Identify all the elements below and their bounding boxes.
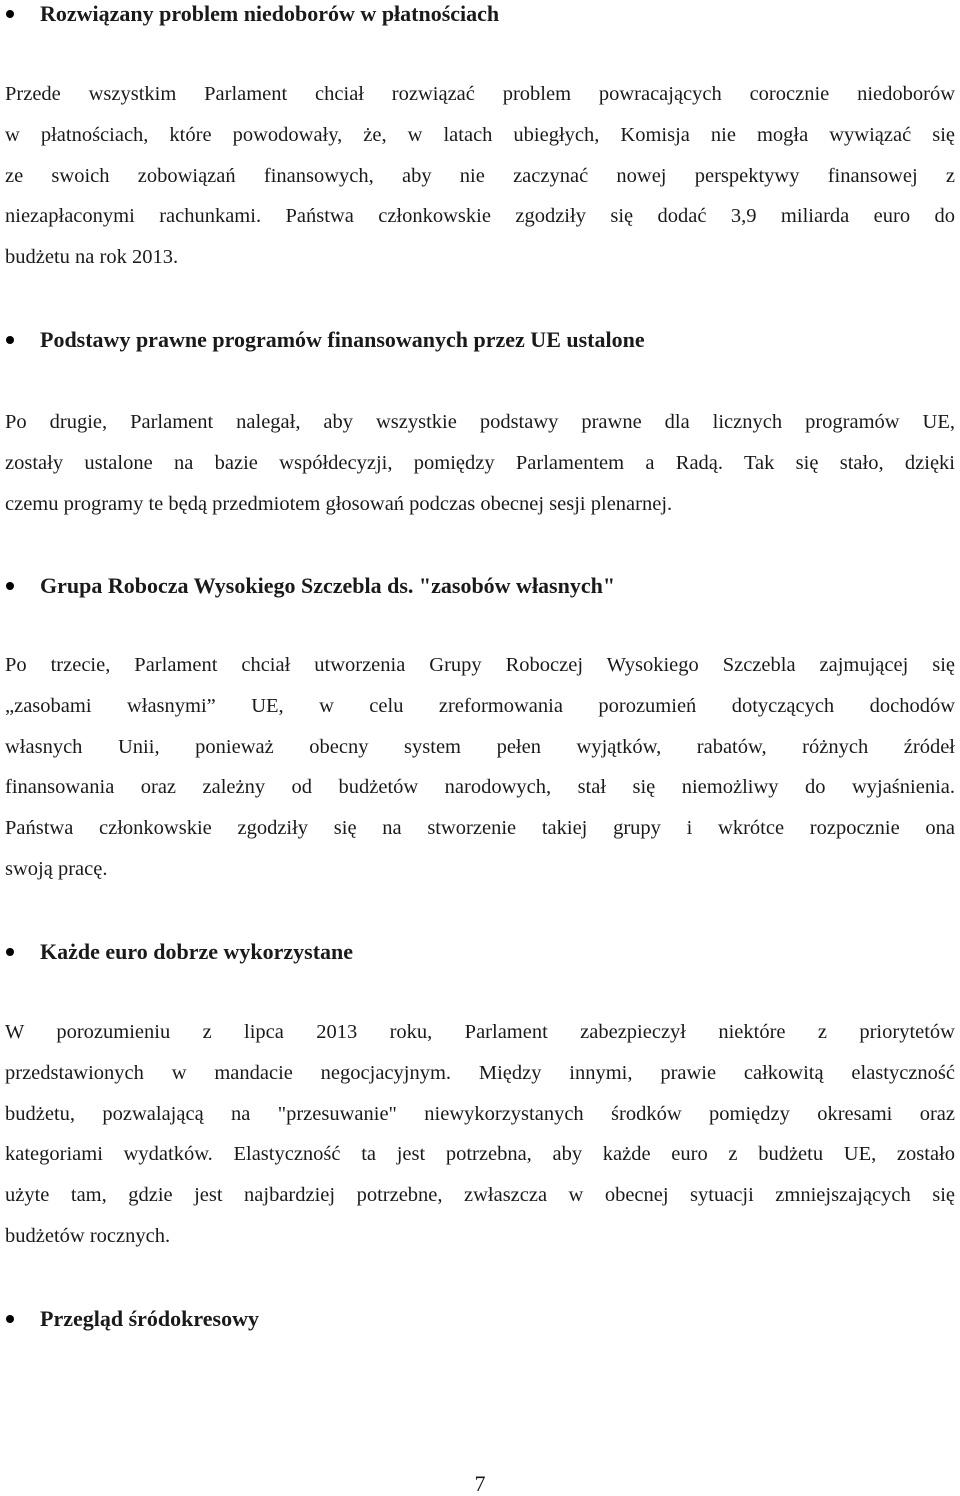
paragraph-line: kategoriami wydatków. Elastyczność ta jest potrzebna, aby każde euro z budżetu UE, zostało: [5, 1143, 955, 1166]
section-heading-text: Przegląd śródokresowy: [40, 1306, 259, 1331]
section-heading: [0, 1305, 950, 1333]
paragraph-line: swoją pracę.: [5, 857, 108, 880]
paragraph-line: zostały ustalone na bazie współdecyzji, pomiędzy Parlamentem a Radą. Tak się stało, dzięki: [5, 451, 955, 474]
paragraph-line: finansowania oraz zależny od budżetów narodowych, stał się niemożliwy do wyjaśnienia.: [5, 776, 955, 799]
paragraph-line: czemu programy te będą przedmiotem głosowań podczas obecnej sesji plenarnej.: [5, 492, 673, 515]
paragraph-line: budżetu, pozwalającą na "przesuwanie" niewykorzystanych środków pomiędzy okresami oraz: [5, 1102, 955, 1125]
section-heading-text: Grupa Robocza Wysokiego Szczebla ds. "zasobów własnych": [40, 573, 616, 598]
section-heading: [0, 326, 950, 354]
bullet-icon: [0, 1305, 40, 1333]
paragraph-line: „zasobami własnymi” UE, w celu zreformowania porozumień dotyczących dochodów: [5, 694, 955, 717]
paragraph-line: Państwa członkowskie zgodziły się na stworzenie takiej grupy i wkrótce rozpocznie ona: [5, 817, 955, 840]
section-paragraph: [5, 74, 955, 278]
bullet-icon: [0, 0, 40, 28]
paragraph-line: Po drugie, Parlament nalegał, aby wszystkie podstawy prawne dla licznych programów UE,: [5, 411, 955, 433]
paragraph-line: w płatnościach, które powodowały, że, w latach ubiegłych, Komisja nie mogła wywiązać się: [5, 123, 955, 146]
section-paragraph: [5, 1012, 955, 1257]
section-heading-text: Podstawy prawne programów finansowanych przez UE ustalone: [40, 327, 645, 352]
section-heading-text: Rozwiązany problem niedoborów w płatnościach: [40, 1, 500, 26]
section-heading: [0, 938, 950, 966]
section-paragraph: [5, 402, 955, 524]
paragraph-line: użyte tam, gdzie jest najbardziej potrzebne, zwłaszcza w obecnej sytuacji zmniejszających się: [5, 1184, 955, 1207]
bullet-icon: [0, 572, 40, 600]
page-number: 7: [474, 1471, 486, 1496]
bullet-icon: [0, 326, 40, 354]
paragraph-line: Po trzecie, Parlament chciał utworzenia Grupy Roboczej Wysokiego Szczebla zajmującej się: [5, 654, 955, 676]
paragraph-line: Przede wszystkim Parlament chciał rozwiązać problem powracających corocznie niedoborów: [5, 83, 955, 105]
paragraph-line: przedstawionych w mandacie negocjacyjnym. Między innymi, prawie całkowitą elastyczność: [5, 1061, 955, 1084]
paragraph-line: W porozumieniu z lipca 2013 roku, Parlament zabezpieczył niektóre z priorytetów: [5, 1021, 955, 1043]
paragraph-line: budżetu na rok 2013.: [5, 246, 179, 269]
section-heading: [0, 0, 950, 28]
paragraph-line: budżetów rocznych.: [5, 1224, 171, 1247]
section-heading-text: Każde euro dobrze wykorzystane: [40, 939, 354, 964]
paragraph-line: niezapłaconymi rachunkami. Państwa członkowskie zgodziły się dodać 3,9 miliarda euro do: [5, 205, 955, 228]
paragraph-line: własnych Unii, ponieważ obecny system pełen wyjątków, rabatów, różnych źródeł: [5, 735, 955, 758]
paragraph-line: ze swoich zobowiązań finansowych, aby nie zaczynać nowej perspektywy finansowej z: [5, 164, 955, 187]
section-paragraph: [5, 645, 955, 890]
bullet-icon: [0, 938, 40, 966]
section-heading: [0, 572, 950, 600]
